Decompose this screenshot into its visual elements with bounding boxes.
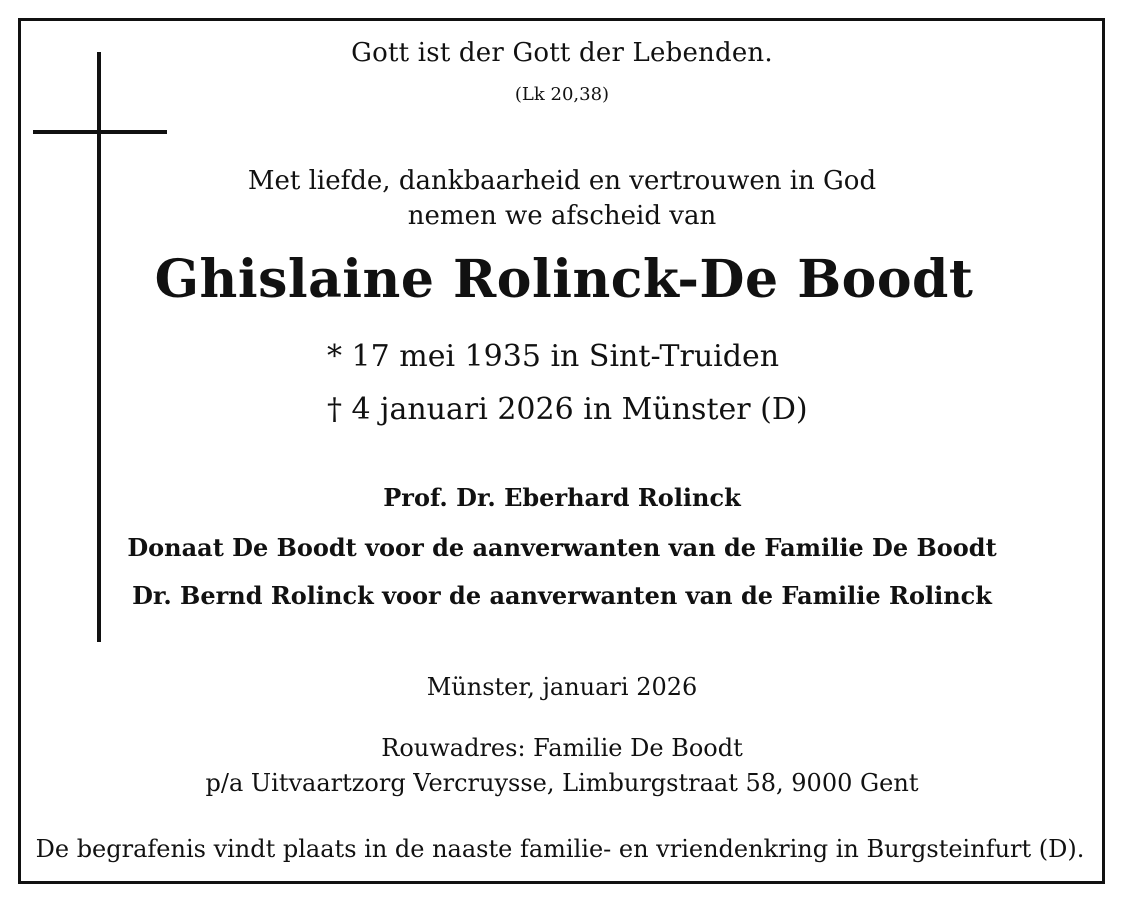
family-member: Donaat De Boodt voor de aanverwanten van de Familie De Boodt bbox=[127, 533, 997, 562]
mourning-address-line-2: p/a Uitvaartzorg Vercruysse, Limburgstraat 58, 9000 Gent bbox=[205, 769, 919, 797]
mourning-address-line-1: Rouwadres: Familie De Boodt bbox=[381, 734, 743, 762]
bible-quote: Gott ist der Gott der Lebenden. bbox=[351, 38, 773, 68]
cross-vertical-bar bbox=[97, 52, 101, 642]
family-member: Dr. Bernd Rolinck voor de aanverwanten van de Familie Rolinck bbox=[132, 581, 992, 610]
cross-horizontal-bar bbox=[33, 130, 167, 134]
deceased-name: Ghislaine Rolinck-De Boodt bbox=[154, 249, 974, 310]
intro-line-1: Met liefde, dankbaarheid en vertrouwen in God bbox=[247, 166, 877, 196]
death-line: † 4 januari 2026 in Münster (D) bbox=[327, 392, 808, 427]
birth-line: * 17 mei 1935 in Sint-Truiden bbox=[327, 339, 780, 374]
family-member: Prof. Dr. Eberhard Rolinck bbox=[383, 483, 741, 512]
bible-reference: (Lk 20,38) bbox=[514, 84, 610, 105]
place-date: Münster, januari 2026 bbox=[426, 673, 698, 701]
funeral-note: De begrafenis vindt plaats in de naaste familie- en vriendenkring in Burgsteinfurt (D). bbox=[35, 835, 1085, 863]
intro-line-2: nemen we afscheid van bbox=[407, 201, 717, 231]
